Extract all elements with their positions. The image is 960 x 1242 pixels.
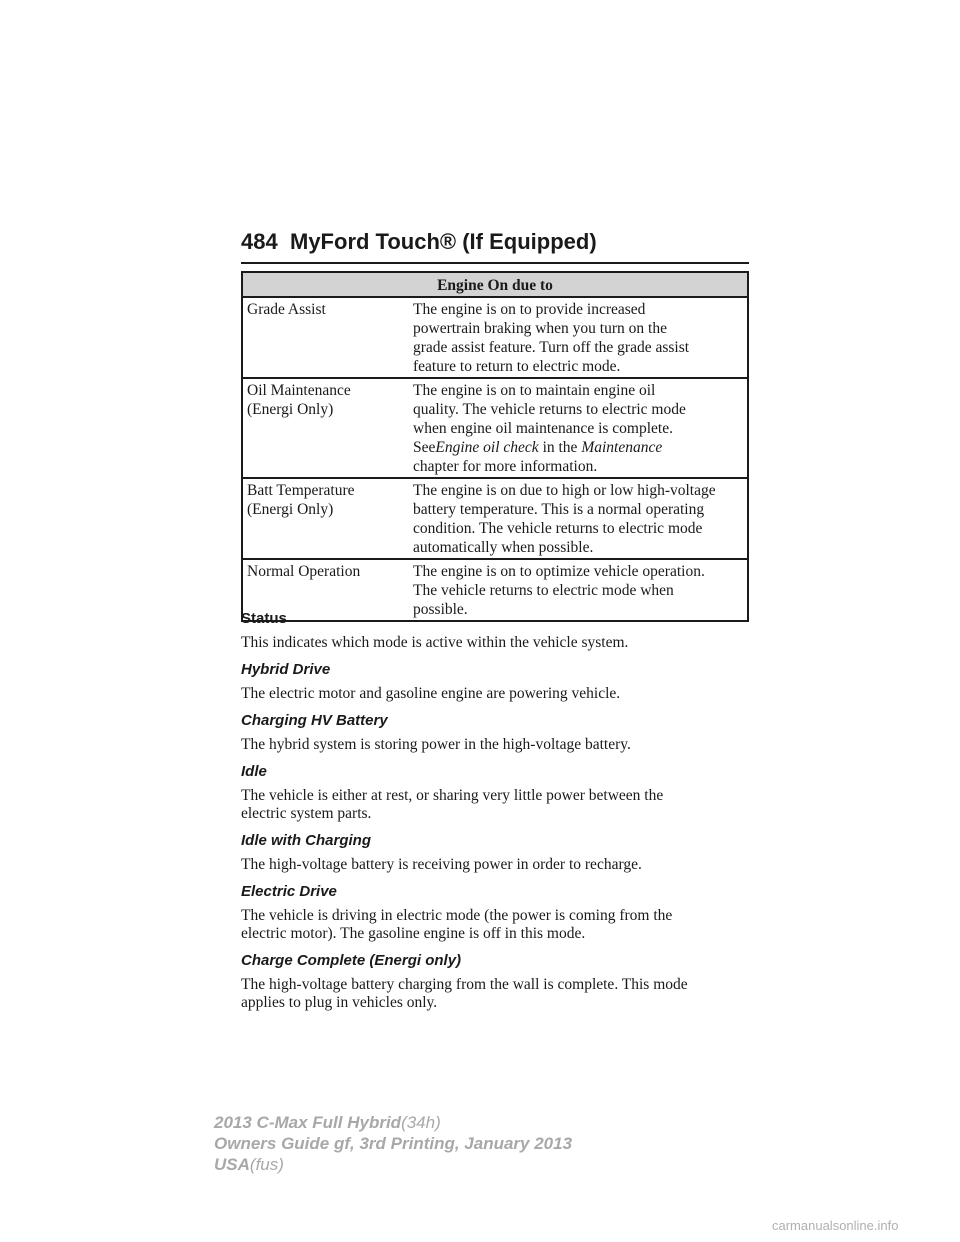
mode-description: The vehicle is either at rest, or sharing very little power between the electric system parts.	[241, 787, 664, 822]
mode-heading: Idle with Charging	[241, 832, 371, 849]
status-heading: Status	[241, 610, 287, 627]
cross-reference: SeeEngine oil check in the Maintenance	[413, 439, 663, 456]
table-row	[242, 478, 748, 559]
mode-heading: Charge Complete (Energi only)	[241, 952, 462, 969]
mode-description: The high-voltage battery is receiving power in order to recharge.	[241, 856, 642, 873]
mode-heading: Charging HV Battery	[241, 712, 388, 729]
row-description: The engine is on due to high or low high-voltage battery temperature. This is a normal operating condition. The vehicle returns to electric mode automatically when possible.	[409, 478, 748, 559]
status-section	[241, 607, 751, 1012]
footer-market: USA	[214, 1155, 250, 1174]
engine-on-table	[241, 271, 749, 622]
row-label: Grade Assist	[242, 297, 409, 378]
footer-model-line	[214, 1112, 572, 1133]
chapter-title: MyFord Touch® (If Equipped)	[290, 229, 597, 254]
watermark: carmanualsonline.info	[772, 1218, 899, 1233]
mode-description: The high-voltage battery charging from the wall is complete. This mode applies to plug in vehicles only.	[241, 976, 688, 1011]
row-label: Normal Operation	[242, 559, 409, 621]
mode-heading: Electric Drive	[241, 883, 337, 900]
row-description: The engine is on to optimize vehicle operation. The vehicle returns to electric mode when possible.	[409, 559, 748, 621]
footer-model-code: (34h)	[401, 1113, 441, 1132]
status-intro: This indicates which mode is active within the vehicle system.	[241, 634, 629, 651]
footer-guide: Owners Guide gf, 3rd Printing, January 2013	[214, 1134, 573, 1153]
row-label: Batt Temperature (Energi Only)	[242, 478, 409, 559]
mode-heading: Hybrid Drive	[241, 661, 331, 678]
footer-market-code: (fus)	[249, 1155, 284, 1174]
footer-model: 2013 C-Max Full Hybrid	[214, 1113, 402, 1132]
mode-description: The hybrid system is storing power in the high-voltage battery.	[241, 736, 631, 753]
page-number: 484	[241, 229, 278, 254]
page-header	[241, 226, 749, 264]
mode-heading: Idle	[241, 763, 267, 780]
table-row	[242, 297, 748, 378]
cross-reference-topic: Engine oil check	[435, 439, 539, 456]
row-description: The engine is on to provide increased powertrain braking when you turn on the grade assist feature. Turn off the grade assist feature to return to electric mode.	[409, 297, 748, 378]
mode-description: The electric motor and gasoline engine are powering vehicle.	[241, 685, 621, 702]
footer-market-line	[214, 1154, 572, 1175]
document-footer	[214, 1112, 572, 1175]
table-title: Engine On due to	[242, 272, 748, 297]
mode-description: The vehicle is driving in electric mode (the power is coming from the electric motor). The gasoline engine is off in this mode.	[241, 907, 673, 942]
cross-reference-chapter: Maintenance	[581, 439, 663, 456]
row-label: Oil Maintenance (Energi Only)	[242, 378, 409, 478]
row-description: The engine is on to maintain engine oil quality. The vehicle returns to electric mode when engine oil maintenance is complete. SeeEngine oil check in the Maintenance chapter for more information.	[409, 378, 748, 478]
table-row	[242, 378, 748, 478]
